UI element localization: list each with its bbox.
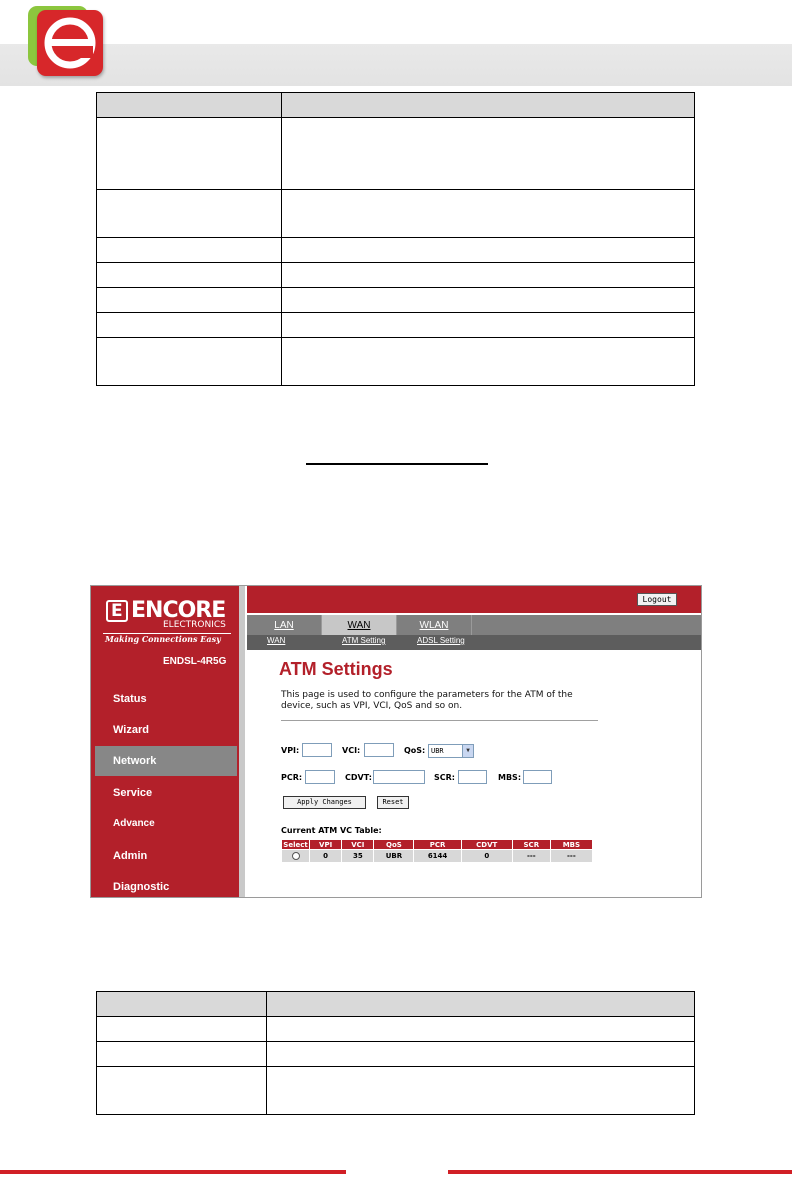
tab-divider — [471, 615, 472, 635]
tab-bar — [247, 615, 702, 635]
vc-table-title: Current ATM VC Table: — [281, 826, 382, 835]
sidebar-item-wizard[interactable]: Wizard — [113, 724, 149, 736]
page-description: This page is used to configure the parameters for the ATM of the device, such as VPI, VCI, QoS and so on. — [281, 690, 573, 711]
footer-rule-right — [448, 1170, 792, 1174]
col-header-vpi: VPI — [310, 840, 341, 849]
document-header — [0, 0, 792, 86]
sidebar-item-status[interactable]: Status — [113, 693, 147, 705]
sidebar-item-network[interactable]: Network — [95, 746, 237, 776]
sidebar-item-service[interactable]: Service — [113, 787, 153, 799]
parameter-table-bottom — [96, 991, 695, 1115]
table-cell — [267, 1067, 695, 1115]
table-cell — [97, 190, 282, 238]
cell-vpi: 0 — [310, 850, 341, 862]
cell-pcr: 6144 — [414, 850, 460, 862]
sub-tab-bar — [247, 635, 702, 650]
vci-label: VCI: — [342, 746, 361, 755]
table-cell — [97, 93, 282, 118]
table-cell — [97, 313, 282, 338]
table-cell — [97, 263, 282, 288]
encore-brand-logo — [103, 598, 231, 644]
table-row — [282, 850, 592, 862]
col-header-qos: QoS — [374, 840, 413, 849]
table-cell — [97, 1042, 267, 1067]
cell-scr: --- — [513, 850, 550, 862]
page-title: ATM Settings — [279, 659, 393, 679]
cdvt-input[interactable] — [373, 770, 425, 784]
cell-cdvt: 0 — [462, 850, 512, 862]
table-cell — [267, 1017, 695, 1042]
logo-mark-letter: E — [111, 601, 123, 621]
table-cell — [282, 190, 695, 238]
table-cell — [97, 338, 282, 386]
table-cell — [267, 1042, 695, 1067]
table-cell — [282, 263, 695, 288]
table-cell — [97, 992, 267, 1017]
col-header-cdvt: CDVT — [462, 840, 512, 849]
tab-wlan[interactable]: WLAN — [419, 620, 449, 631]
subtab-wan[interactable]: WAN — [267, 636, 286, 645]
table-cell — [97, 288, 282, 313]
footer-rule-left — [0, 1170, 346, 1174]
sidebar-divider — [239, 586, 245, 898]
row-select-cell — [282, 850, 309, 862]
table-cell — [267, 992, 695, 1017]
header-band — [0, 0, 792, 86]
table-cell — [97, 1067, 267, 1115]
table-cell — [282, 238, 695, 263]
cdvt-label: CDVT: — [345, 773, 372, 782]
qos-select[interactable] — [428, 744, 474, 758]
pcr-input[interactable] — [305, 770, 335, 784]
cell-vci: 35 — [342, 850, 373, 862]
scr-label: SCR: — [434, 773, 455, 782]
reset-button[interactable]: Reset — [377, 796, 409, 809]
sidebar-item-diagnostic[interactable]: Diagnostic — [113, 881, 170, 893]
table-cell — [282, 118, 695, 190]
logout-button[interactable]: Logout — [637, 593, 677, 606]
brand-name: ENCORE — [131, 598, 226, 623]
qos-select-value: UBR — [431, 747, 444, 755]
col-header-mbs: MBS — [551, 840, 592, 849]
tab-lan[interactable]: LAN — [274, 620, 294, 631]
tab-wan[interactable]: WAN — [322, 615, 396, 635]
table-cell — [282, 313, 695, 338]
chevron-down-icon[interactable]: ▼ — [462, 745, 473, 757]
parameter-table-top — [96, 92, 695, 386]
col-header-scr: SCR — [513, 840, 550, 849]
subtab-adsl-setting[interactable]: ADSL Setting — [417, 636, 465, 645]
sidebar-item-advance[interactable]: Advance — [113, 818, 155, 829]
table-cell — [282, 338, 695, 386]
col-header-vci: VCI — [342, 840, 373, 849]
mbs-label: MBS: — [498, 773, 522, 782]
table-cell — [97, 118, 282, 190]
apply-changes-button[interactable]: Apply Changes — [283, 796, 366, 809]
encore-e-logo-icon — [37, 10, 103, 76]
cell-qos: UBR — [374, 850, 413, 862]
model-name: ENDSL-4R5G — [163, 656, 227, 667]
top-bar — [247, 586, 702, 613]
brand-tagline: Making Connections Easy — [105, 634, 221, 644]
table-cell — [97, 1017, 267, 1042]
pcr-label: PCR: — [281, 773, 303, 782]
table-cell — [97, 238, 282, 263]
select-radio[interactable] — [292, 852, 300, 860]
sidebar — [91, 586, 241, 898]
page-divider — [281, 720, 598, 721]
atm-vc-table — [281, 839, 593, 863]
qos-label: QoS: — [404, 746, 426, 755]
scr-input[interactable] — [458, 770, 487, 784]
vpi-input[interactable] — [302, 743, 332, 757]
sidebar-item-admin[interactable]: Admin — [113, 850, 148, 862]
vci-input[interactable] — [364, 743, 394, 757]
col-header-pcr: PCR — [414, 840, 460, 849]
vpi-label: VPI: — [281, 746, 300, 755]
section-heading-underline — [306, 463, 488, 465]
table-cell — [282, 93, 695, 118]
encore-logo-mark-icon — [106, 600, 128, 622]
table-cell — [282, 288, 695, 313]
router-ui-screenshot — [90, 585, 702, 898]
cell-mbs: --- — [551, 850, 592, 862]
table-header-row — [282, 840, 592, 849]
mbs-input[interactable] — [523, 770, 552, 784]
col-header-select: Select — [283, 840, 308, 849]
brand-sub: ELECTRONICS — [163, 620, 226, 630]
subtab-atm-setting[interactable]: ATM Setting — [342, 636, 386, 645]
